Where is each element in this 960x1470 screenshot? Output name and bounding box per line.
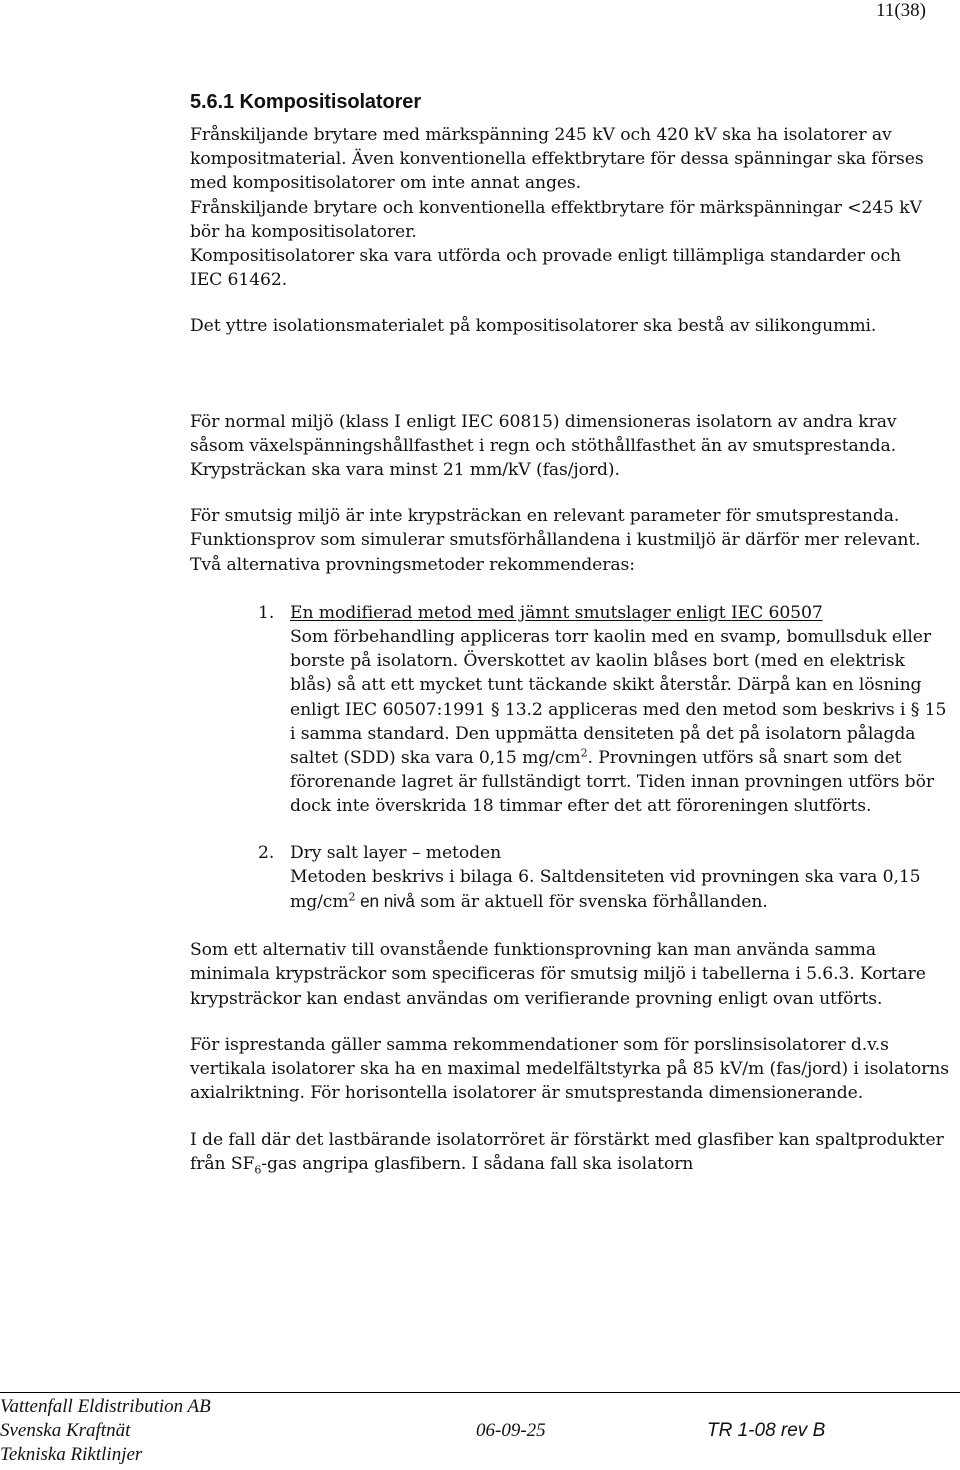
list-item-body-text-cont: som är aktuell för svenska förhållanden. (414, 892, 768, 913)
footer-doc-id: TR 1-08 rev B (707, 1420, 826, 1441)
paragraph-ice-performance: För isprestanda gäller samma rekommendationer som för porslinsisolatorer d.v.s vertikala isolatorer ska ha en maximal medelfältstyrka på 85 kV/m (fas/jord) i isolatorns axialriktning. För horisontella isolatorer är smutsprestanda dimensionerande. (190, 1034, 949, 1104)
list-item-title: En modifierad metod med jämnt smutslager enligt IEC 60507 (290, 602, 823, 623)
list-item-body (290, 865, 950, 914)
footer-doc-type: Tekniska Riktlinjer (0, 1444, 143, 1465)
paragraph-iec-reference: IEC 61462. (190, 270, 288, 291)
list-item-body-text-cont: . Provningen utförs så snart som det förorenande lagret är fullständigt torrt. Tiden innan provningen utförs bör dock inte överskrida 18 timmar efter det att föroreningen slutförts. (290, 748, 934, 817)
paragraph-standards: Kompositisolatorer ska vara utförda och provade enligt tillämpliga standarder och (190, 246, 902, 267)
section-heading: 5.6.1 Kompositisolatorer (190, 91, 421, 113)
list-item (190, 601, 950, 819)
footer-org-svk: Svenska Kraftnät (0, 1420, 131, 1441)
page-number: 11(38) (876, 0, 926, 21)
test-methods-list (190, 601, 950, 914)
footer-date: 06-09-25 (476, 1420, 546, 1441)
paragraph-normal-environment: För normal miljö (klass I enligt IEC 60815) dimensioneras isolatorn av andra krav såsom växelspänningshållfasthet i regn och stöthållfasthet än av smutsprestanda. Krypsträckan ska vara minst 21 mm/kV (fas/jord). (190, 411, 897, 481)
paragraph-text-cont: -gas angripa glasfibern. I sådana fall ska isolatorn (261, 1153, 694, 1174)
paragraph-composite-requirement: Frånskiljande brytare med märkspänning 245 kV och 420 kV ska ha isolatorer av kompositmaterial. Även konventionella effektbrytare för dessa spänningar ska förses med kompositisolatorer om inte annat anges. (190, 125, 924, 194)
list-item (190, 841, 950, 915)
list-item-title: Dry salt layer – metoden (290, 842, 502, 863)
list-item-body-text: Som förbehandling appliceras torr kaolin med en svamp, bomullsduk eller borste på isolatorn. Överskottet av kaolin blåses bort (med en elektrisk blås) så att ett mycket tunt täckande skikt återstår. Därpå kan en lösning enligt IEC 60507:1991 § 13.2 appliceras med den metod som beskrivs i § 15 i samma standard. Den uppmätta densiteten på det på isolatorn pålagda saltet (SDD) ska vara 0,15 mg/cm (290, 627, 947, 769)
subscript: 6 (254, 1163, 262, 1177)
paragraph-below-245kv: Frånskiljande brytare och konventionella effektbrytare för märkspänningar <245 kV bör ha kompositisolatorer. (190, 197, 922, 242)
paragraph-polluted-environment: För smutsig miljö är inte krypsträckan en relevant parameter för smutsprestanda. Funktionsprov som simulerar smutsförhållandena i kustmiljö är därför mer relevant. Två alternativa provningsmetoder rekommenderas: (190, 506, 921, 575)
superscript: 2 (580, 746, 588, 760)
paragraph-glass-fibre (190, 1128, 950, 1176)
footer-divider (0, 1392, 960, 1393)
paragraph-silicone: Det yttre isolationsmaterialet på kompositisolatorer ska bestå av silikongummi. (190, 316, 877, 337)
list-item-body (290, 625, 950, 819)
superscript: 2 (348, 890, 356, 904)
list-item-number: 2. (258, 842, 275, 863)
footer-org-vattenfall: Vattenfall Eldistribution AB (0, 1396, 211, 1417)
list-item-body-text: Metoden beskrivs i bilaga 6. Saltdensiteten vid provningen ska vara 0,15 mg/cm (290, 866, 921, 913)
paragraph-alternative: Som ett alternativ till ovanstående funktionsprovning kan man använda samma minimala krypsträckor som specificeras för smutsig miljö i tabellerna i 5.6.3. Kortare krypsträckor kan endast användas om verifierande provning enligt ovan utförts. (190, 940, 926, 1009)
paragraph-text: I de fall där det lastbärande isolatorröret är förstärkt med glasfiber kan spaltprodukter från SF (190, 1129, 944, 1174)
document-body (190, 88, 950, 1176)
list-item-body-text-sans: en nivå (355, 891, 415, 912)
list-item-number: 1. (258, 602, 275, 623)
